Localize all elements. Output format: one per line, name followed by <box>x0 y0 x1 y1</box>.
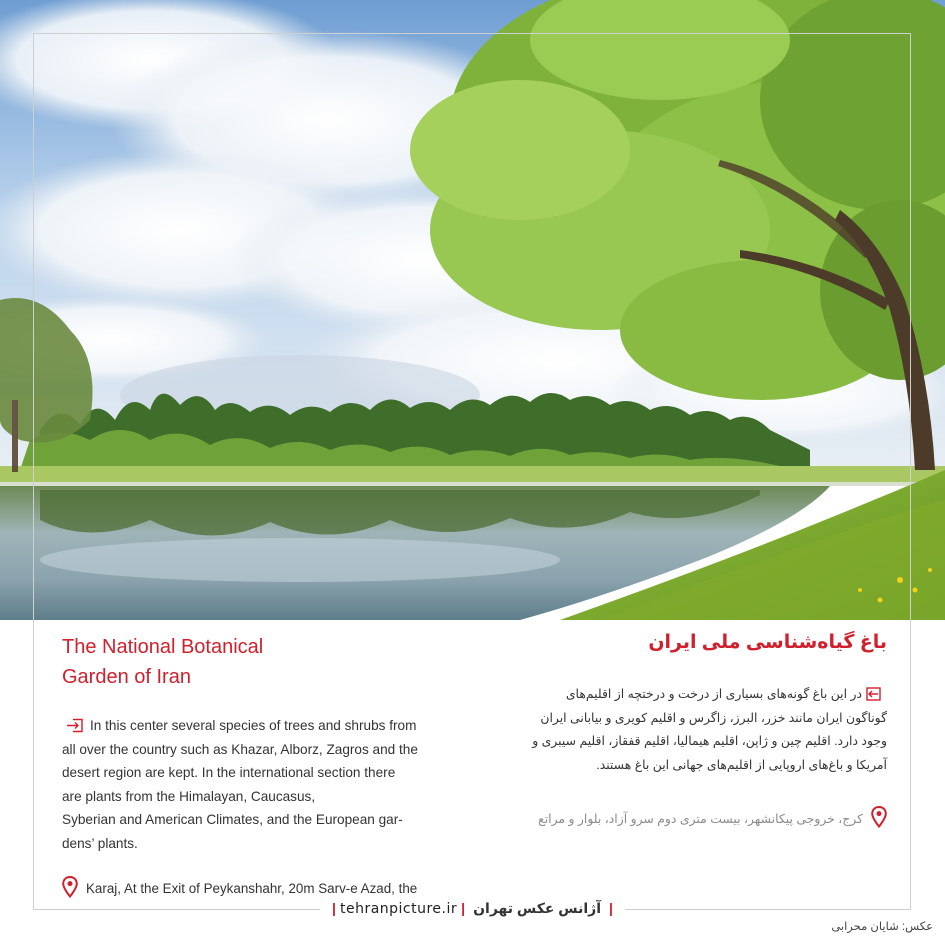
body-english-line: all over the country such as Khazar, Alborz, Zagros and the <box>62 741 418 757</box>
address-persian-text: کرج، خروجی پیکانشهر، بیست متری دوم سرو آزاد، بلوار و مراتع <box>538 812 863 826</box>
body-english-line: are plants from the Himalayan, Caucasus, <box>62 788 316 804</box>
body-persian-line: آمریکا و باغ‌های اروپایی از اقلیم‌های جهانی این باغ هستند. <box>596 757 887 772</box>
title-english <box>62 632 362 692</box>
body-english-line <box>62 714 447 738</box>
body-english-text: In this center several species of trees and shrubs from <box>90 718 417 733</box>
location-pin-icon <box>62 876 78 898</box>
body-english-line: dens’ plants. <box>62 835 138 851</box>
divider-bar: | <box>332 900 336 916</box>
body-persian-line: گوناگون ایران مانند خزر، البرز، زاگرس و اقلیم کویری و بیابانی ایران <box>540 710 887 725</box>
agency-name: آژانس عکس تهران <box>473 900 602 916</box>
agency-label <box>320 897 625 920</box>
location-pin-icon <box>871 806 887 828</box>
body-persian-line <box>487 683 887 707</box>
arrow-into-box-icon <box>866 687 881 701</box>
address-english-text: Karaj, At the Exit of Peykanshahr, 20m Sarv-e Azad, the <box>86 881 418 896</box>
body-persian-line: وجود دارد. اقلیم چین و ژاپن، اقلیم هیمالیا، اقلیم قفقاز، اقلیم سیبری و <box>532 734 887 748</box>
title-english-line: The National Botanical <box>62 636 264 658</box>
body-english-line: desert region are kept. In the international section there <box>62 765 396 780</box>
divider-bar: | <box>609 900 613 916</box>
agency-strip <box>0 897 945 920</box>
title-persian: باغ گیاه‌شناسی ملی ایران <box>648 632 887 653</box>
body-persian-text: در این باغ گونه‌های بسیاری از درخت و درختچه از اقلیم‌های <box>565 687 862 701</box>
arrow-into-box-icon <box>66 718 84 733</box>
agency-website: tehranpicture.ir <box>339 901 458 917</box>
address-persian <box>467 806 887 830</box>
photo-credit: عکس: شایان محرابی <box>831 921 933 933</box>
body-persian <box>487 683 887 777</box>
divider-bar: | <box>461 900 466 916</box>
body-english <box>62 714 447 855</box>
title-english-line: Garden of Iran <box>62 666 191 688</box>
body-english-line: Syberian and American Climates, and the European gar- <box>62 812 403 827</box>
